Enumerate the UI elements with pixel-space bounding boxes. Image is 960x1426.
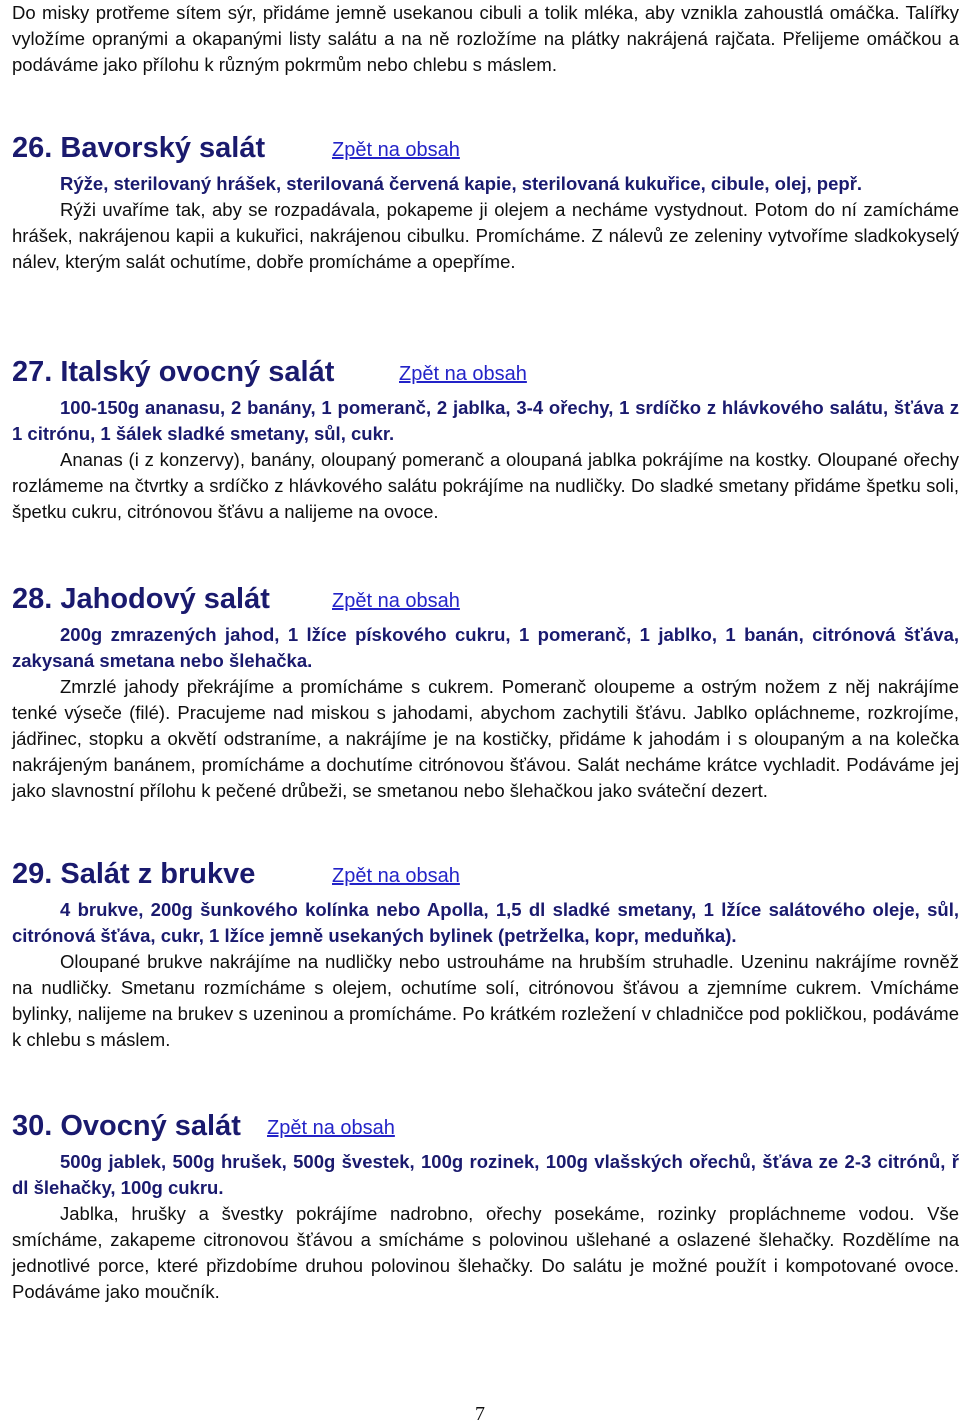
recipe-title: 27. Italský ovocný salát — [12, 356, 335, 388]
back-to-contents-link[interactable]: Zpět na obsah — [332, 865, 460, 887]
ingredients: Rýže, sterilovaný hrášek, sterilovaná červená kapie, sterilovaná kukuřice, cibule, olej, pepř. — [60, 173, 863, 194]
recipe-30 — [12, 1106, 959, 1305]
recipe-title: 26. Bavorský salát — [12, 132, 266, 164]
recipe-29 — [12, 854, 959, 1053]
back-to-contents-link[interactable]: Zpět na obsah — [332, 590, 460, 612]
instructions: Rýži uvaříme tak, aby se rozpadávala, pokapeme ji olejem a necháme vystydnout. Potom do ní zamícháme hrášek, nakrájenou kapii a kukuřici, nakrájenou cibulku. Promícháme. Z nálevů ze zeleniny vytvoříme sladkokyselý nálev, kterým salát ochutíme, dobře promícháme a opepříme. — [12, 199, 959, 272]
back-to-contents-link[interactable]: Zpět na obsah — [399, 363, 527, 385]
intro-block — [12, 0, 959, 78]
recipe-28 — [12, 579, 959, 804]
intro-paragraph: Do misky protřeme sítem sýr, přidáme jemně usekanou cibuli a tolik mléka, aby vznikla zahoustlá omáčka. Talířky vyložíme opranými a okapanými listy salátu a na ně rozložíme na plátky nakrájená rajčata. Přelijeme omáčkou a podáváme jako přílohu k různým pokrmům nebo chlebu s máslem. — [12, 2, 959, 75]
ingredients: 4 brukve, 200g šunkového kolínka nebo Apolla, 1,5 dl sladké smetany, 1 lžíce salátového oleje, sůl, citrónová šťáva, cukr, 1 lžíce jemně usekaných bylinek (petrželka, kopr, meduňka). — [12, 899, 959, 946]
recipe-heading — [12, 352, 959, 392]
instructions: Oloupané brukve nakrájíme na nudličky nebo ustrouháme na hrubším struhadle. Uzeninu nakrájíme rovněž na nudličky. Smetanu rozmícháme s olejem, ochutíme solí, citrónovou šťávou a zjemníme cukrem. Vmícháme bylinky, nalijeme na brukev s uzeninou a promícháme. Po krátkém rozležení v chladničce pod pokličkou, podáváme k chlebu s máslem. — [12, 951, 959, 1050]
recipe-title: 29. Salát z brukve — [12, 858, 256, 890]
recipe-heading — [12, 1106, 959, 1146]
recipe-26 — [12, 128, 959, 275]
ingredients: 200g zmrazených jahod, 1 lžíce pískového cukru, 1 pomeranč, 1 jablko, 1 banán, citrónová šťáva, zakysaná smetana nebo šlehačka. — [12, 624, 959, 671]
page-number: 7 — [475, 1403, 485, 1425]
recipe-27 — [12, 352, 959, 525]
back-to-contents-link[interactable]: Zpět na obsah — [332, 139, 460, 161]
instructions: Zmrzlé jahody překrájíme a promícháme s cukrem. Pomeranč oloupeme a ostrým nožem z něj nakrájíme tenké výseče (filé). Pracujeme nad miskou s jahodami, abychom zachytili šťávu. Jablko opláchneme, rozkrojíme, jádřinec, stopku a okvětí odstraníme, a nakrájíme je na kostičky, přidáme k jahodám i s oloupaným a na kolečka nakrájeným banánem, promícháme a dochutíme citrónovou šťávou. Salát necháme krátce vychladit. Podáváme jej jako slavnostní přílohu k pečené drůbeži, se smetanou nebo šlehačkou jako sváteční dezert. — [12, 676, 959, 801]
instructions: Jablka, hrušky a švestky pokrájíme nadrobno, ořechy posekáme, rozinky propláchneme vodou. Vše smícháme, zakapeme citronovou šťávou a smícháme s polovinou ušlehané a oslazené šlehačky. Rozdělíme na jednotlivé porce, které přizdobíme druhou polovinou šlehačky. Do salátu je možné použít i kompotované ovoce. Podáváme jako moučník. — [12, 1203, 959, 1302]
recipe-heading — [12, 579, 959, 619]
back-to-contents-link[interactable]: Zpět na obsah — [267, 1117, 395, 1139]
recipe-title: 28. Jahodový salát — [12, 583, 270, 615]
recipe-title: 30. Ovocný salát — [12, 1110, 241, 1142]
ingredients: 100-150g ananasu, 2 banány, 1 pomeranč, 2 jablka, 3-4 ořechy, 1 srdíčko z hlávkového salátu, šťáva z 1 citrónu, 1 šálek sladké smetany, sůl, cukr. — [12, 397, 959, 444]
recipe-heading — [12, 128, 959, 168]
recipe-heading — [12, 854, 959, 894]
ingredients: 500g jablek, 500g hrušek, 500g švestek, 100g rozinek, 100g vlašských ořechů, šťáva ze 2-3 citrónů, ř dl šlehačky, 100g cukru. — [12, 1151, 959, 1198]
instructions: Ananas (i z konzervy), banány, oloupaný pomeranč a oloupaná jablka pokrájíme na kostky. Oloupané ořechy rozlámeme na čtvrtky a srdíčko z hlávkového salátu pokrájíme na nudličky. Do sladké smetany přidáme špetku soli, špetku cukru, citrónovou šťávu a nalijeme na ovoce. — [12, 449, 959, 522]
